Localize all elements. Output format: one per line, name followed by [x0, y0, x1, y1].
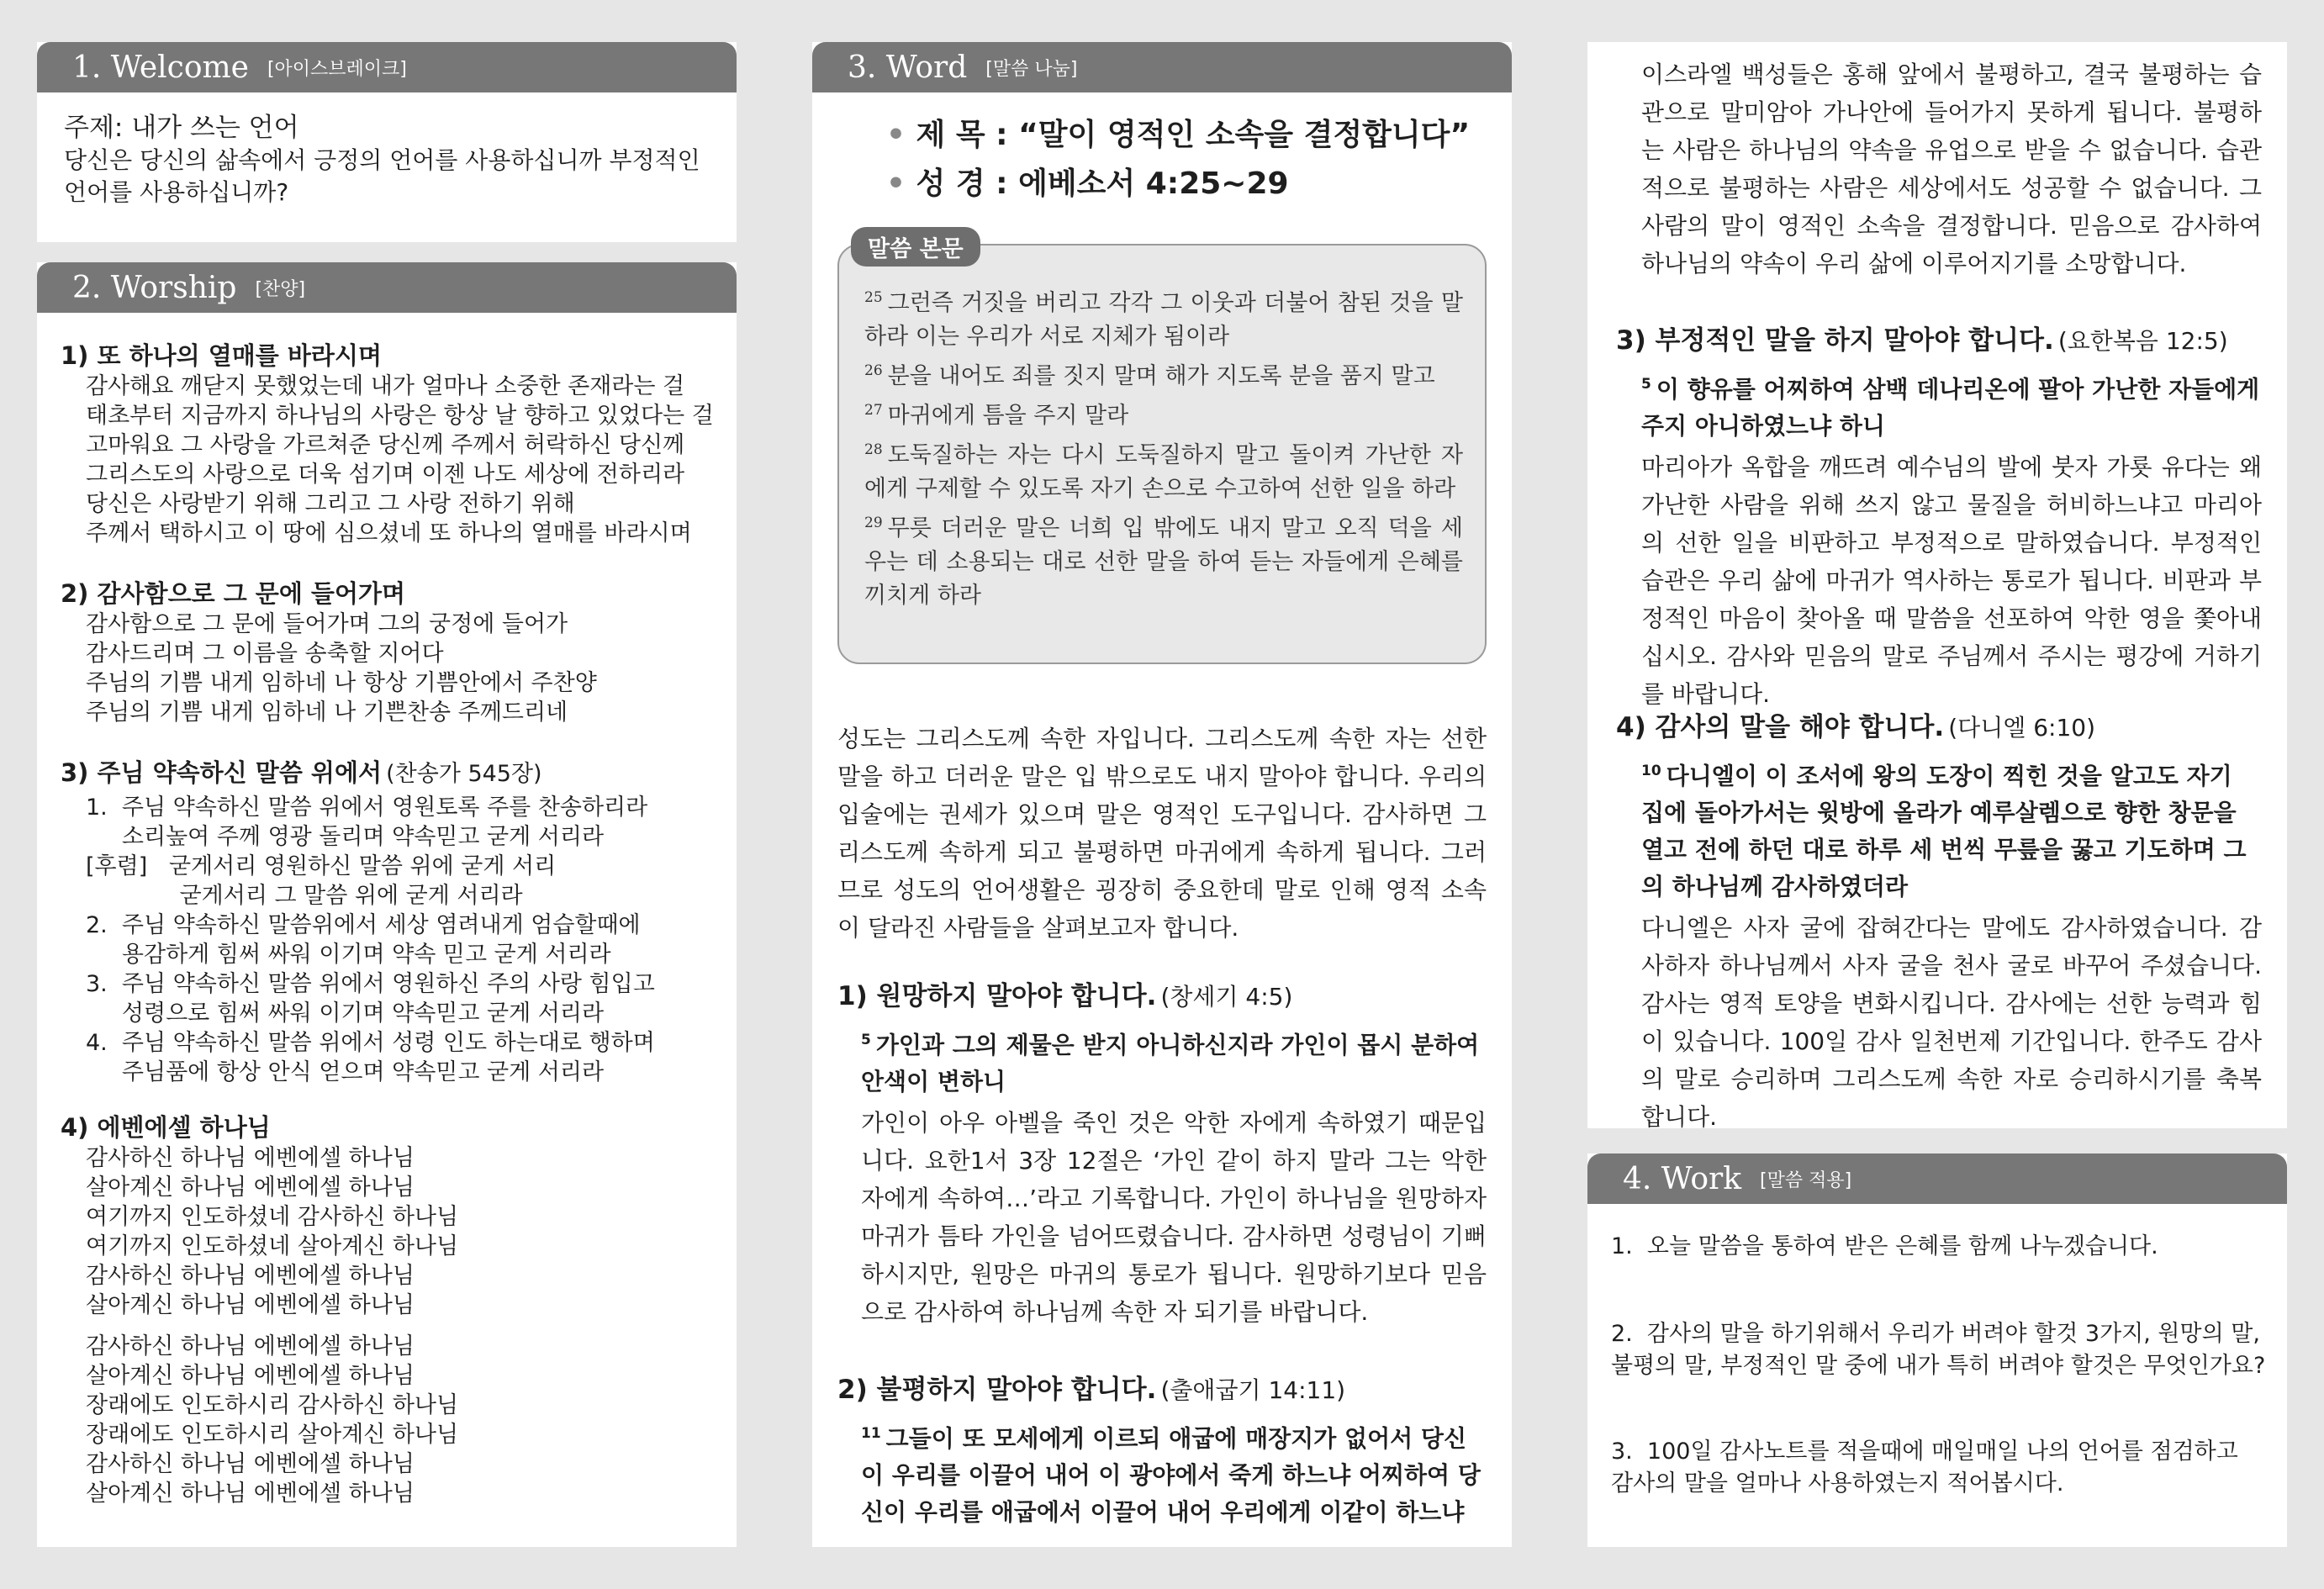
lyric-line: 주님품에 항상 안식 얻으며 약속믿고 굳게 서리라: [86, 1059, 605, 1085]
word-header: [812, 42, 1512, 92]
lyric-line: 주님의 기쁨 내게 임하네 나 기쁜찬송 주께드리네: [86, 699, 568, 726]
point-1-verse: $^5$ 가인과 그의 제물은 받지 아니하신지라 가인이 몹시 분하여 안색이 변하니: [861, 1031, 1480, 1096]
sermon-subject: [886, 111, 1470, 160]
word-panel: [812, 42, 1512, 1547]
point-3-body: 마리아가 옥합을 깨뜨려 예수님의 발에 붓자 가룟 유다는 왜 가난한 사람을 위해 쓰지 않고 물질을 허비하느냐고 마리아의 선한 일을 비판하고 부정적으로 말하였습니다. 부정적인 습관은 우리 삶에 마귀가 역사하는 통로가 됩니다. 비판과 부정적인 마음이 찾아올 때 말씀을 선포하여 악한 영을 쫓아내십시오. 감사와 믿음의 말로 주님께서 주시는 평강에 거하기를 바랍니다.: [1641, 453, 2262, 709]
welcome-topic: 주제: 내가 쓰는 언어: [64, 113, 299, 143]
point-2-verse: $^{11}$ 그들이 또 모세에게 이르되 애굽에 매장지가 없어서 당신이 우리를 이끌어 내어 이 광야에서 죽게 하느냐 어찌하여 당신이 우리를 애굽에서 이끌어 내어 우리에게 이같이 하느냐: [861, 1424, 1481, 1527]
word-intro: 성도는 그리스도께 속한 자입니다. 그리스도께 속한 자는 선한 말을 하고 더러운 말은 입 밖으로도 내지 말아야 합니다. 우리의 입술에는 권세가 있으며 말은 영적인 도구입니다. 감사하면 그리스도께 속하게 되고 불평하면 마귀에게 속하게 됩니다. 그러므로 성도의 언어생활은 굉장히 중요한데 말로 인해 영적 소속이 달라진 사람들을 살펴보고자 합니다.: [837, 725, 1487, 942]
song-4-title: 4) 에벤에셀 하나님: [61, 1113, 271, 1142]
lyric-line: 감사하신 하나님 에벤에셀 하나님: [86, 1263, 415, 1289]
lyric-line: 감사드리며 그 이름을 송축할 지어다: [86, 641, 444, 667]
sermon-scripture: [886, 160, 1289, 209]
lyric-line: 성령으로 힘써 싸워 이기며 약속믿고 굳게 서리라: [86, 1000, 605, 1027]
song-3-heading: [61, 757, 655, 793]
work-item-2: 2. 감사의 말을 하기위해서 우리가 버려야 할것 3가지, 원망의 말, 불평의 말, 부정적인 말 중에 내가 특히 버려야 할것은 무엇인가요?: [1611, 1321, 2268, 1379]
lyric-line: 주님의 기쁨 내게 임하네 나 항상 기쁨안에서 주찬양: [86, 670, 597, 696]
song-1: [61, 340, 714, 548]
passage-box: [837, 236, 1487, 664]
lyric-line: 살아계신 하나님 에벤에셀 하나님: [86, 1292, 415, 1318]
lyric-line: 그리스도의 사랑으로 더욱 섬기며 이젠 나도 세상에 전하리라: [86, 462, 685, 488]
work-header: [1587, 1153, 2287, 1204]
point-2-heading: [837, 1369, 1487, 1415]
scripture-label: 성 경 :: [916, 166, 1019, 201]
point-1-body: 가인이 아우 아벨을 죽인 것은 악한 자에게 속하였기 때문입니다. 요한1서 3장 12절은 ‘가인 같이 하지 말라 그는 악한 자에게 속하여…’라고 기록합니다. 가인이 하나님을 원망하자 마귀가 틈타 가인을 넘어뜨렸습니다. 감사하면 성령님이 기뻐하시지만, 원망은 마귀의 통로가 됩니다. 원망하기보다 믿음으로 감사하여 하나님께 속한 자 되기를 바랍니다.: [861, 1109, 1487, 1327]
subject-label: 제 목 :: [916, 118, 1019, 152]
work-subtitle: [말씀 적용]: [1760, 1169, 1852, 1191]
passage-verse: $^{25}$ 그런즉 거짓을 버리고 각각 그 이웃과 더불어 참된 것을 말하라 이는 우리가 서로 지체가 됨이라: [864, 289, 1463, 350]
lyric-line: 장래에도 인도하시리 살아계신 하나님: [86, 1422, 459, 1448]
lyric-line: 2. 주님 약속하신 말씀위에서 세상 염려내게 엄습할때에: [86, 912, 641, 938]
word-continued-panel: [1587, 42, 2287, 1132]
worship-title: 2. Worship: [72, 270, 237, 305]
lyric-line: 당신은 사랑받기 위해 그리고 그 사랑 전하기 위해: [86, 491, 575, 517]
song-3-ref: (찬송가 545장): [386, 761, 542, 787]
lyric-line: 감사하신 하나님 에벤에셀 하나님: [86, 1333, 415, 1359]
lyric-line: 여기까지 인도하셨네 살아계신 하나님: [86, 1233, 459, 1259]
lyric-line: 용감하게 힘써 싸워 이기며 약속 믿고 굳게 서리라: [86, 942, 611, 968]
point-2: [837, 1369, 1487, 1531]
point-2-title: 2) 불평하지 말아야 합니다.: [837, 1375, 1157, 1405]
lyric-line: 굳게서리 그 말씀 위에 굳게 서리라: [86, 883, 523, 909]
song-3-title: 3) 주님 약속하신 말씀 위에서: [61, 758, 382, 787]
lyric-line: 4. 주님 약속하신 말씀 위에서 성령 인도 하는대로 행하며: [86, 1030, 655, 1056]
point-4-title: 4) 감사의 말을 해야 합니다.: [1616, 712, 1945, 742]
word-subtitle: [말씀 나눔]: [985, 58, 1078, 80]
point-1-heading: [837, 975, 1487, 1022]
lyric-line: 3. 주님 약속하신 말씀 위에서 영원하신 주의 사랑 힘입고: [86, 971, 655, 997]
passage-verse: $^{26}$ 분을 내어도 죄를 짓지 말며 해가 지도록 분을 품지 말고: [864, 362, 1435, 389]
song-1-title: 1) 또 하나의 열매를 바라시며: [61, 341, 382, 370]
point-4-ref: (다니엘 6:10): [1948, 714, 2096, 742]
worship-header: [37, 262, 737, 313]
song-2: [61, 578, 597, 727]
welcome-subtitle: [아이스브레이크]: [267, 58, 407, 80]
word-title: 3. Word: [848, 50, 968, 85]
point-4: [1616, 706, 2262, 1136]
point-3: [1616, 319, 2262, 713]
point-1: [837, 975, 1487, 1331]
song-2-title: 2) 감사함으로 그 문에 들어가며: [61, 579, 405, 608]
work-panel: [1587, 1153, 2287, 1547]
point-4-heading: [1616, 706, 2262, 752]
passage-verse: $^{29}$ 무릇 더러운 말은 너희 입 밖에도 내지 말고 오직 덕을 세우는 데 소용되는 대로 선한 말을 하여 듣는 자들에게 은혜를 끼치게 하라: [864, 515, 1463, 609]
lyric-line: 감사하신 하나님 에벤에셀 하나님: [86, 1451, 415, 1477]
point-2-continued: 이스라엘 백성들은 홍해 앞에서 불평하고, 결국 불평하는 습관으로 말미암아 가나안에 들어가지 못하게 됩니다. 불평하는 사람은 하나님의 약속을 유업으로 받을 수 없습니다. 습관적으로 불평하는 사람은 세상에서도 성공할 수 없습니다. 그 사람의 말이 영적인 소속을 결정합니다. 믿음으로 감사하여 하나님의 약속이 우리 삶에 이루어지기를 소망합니다.: [1641, 61, 2262, 277]
bullet-icon: •: [886, 166, 916, 201]
welcome-panel: [37, 42, 737, 242]
lyric-line: 고마워요 그 사랑을 가르쳐준 당신께 주께서 허락하신 당신께: [86, 432, 685, 458]
passage-verse: $^{28}$ 도둑질하는 자는 다시 도둑질하지 말고 돌이켜 가난한 자에게 구제할 수 있도록 자기 손으로 수고하여 선한 일을 하라: [864, 441, 1463, 502]
scripture-text: 에베소서 4:25~29: [1018, 166, 1289, 201]
work-item-3: 3. 100일 감사노트를 적을때에 매일매일 나의 언어를 점검하고 감사의 말을 얼마나 사용하였는지 적어봅시다.: [1611, 1439, 2246, 1497]
worship-panel: [37, 262, 737, 1547]
song-4: [61, 1111, 458, 1508]
lyric-line: 주께서 택하시고 이 땅에 심으셨네 또 하나의 열매를 바라시며: [86, 520, 692, 546]
worship-subtitle: [찬양]: [255, 278, 306, 300]
point-4-verse: $^{10}$ 다니엘이 이 조서에 왕의 도장이 찍힌 것을 알고도 자기 집에 돌아가서는 윗방에 올라가 예루살렘으로 향한 창문을 열고 전에 하던 대로 하루 세 번씩 무릎을 꿇고 기도하며 그의 하나님께 감사하였더라: [1641, 762, 2247, 901]
lyric-line: 감사함으로 그 문에 들어가며 그의 궁정에 들어가: [86, 611, 568, 637]
point-4-body: 다니엘은 사자 굴에 잡혀간다는 말에도 감사하였습니다. 감사하자 하나님께서 사자 굴을 천사 굴로 바꾸어 주셨습니다. 감사는 영적 토양을 변화시킵니다. 감사에는 선한 능력과 힘이 있습니다. 100일 감사 일천번제 기간입니다. 한주도 감사의 말로 승리하며 그리스도께 속한 자로 승리하시기를 축복합니다.: [1641, 914, 2262, 1132]
lyric-line: 장래에도 인도하시리 감사하신 하나님: [86, 1392, 459, 1418]
point-1-title: 1) 원망하지 말아야 합니다.: [837, 981, 1157, 1011]
point-1-ref: (창세기 4:5): [1160, 983, 1293, 1011]
lyric-line: 감사하신 하나님 에벤에셀 하나님: [86, 1145, 415, 1171]
song-3: [61, 757, 655, 1087]
lyric-line: 태초부터 지금까지 하나님의 사랑은 항상 날 향하고 있었다는 걸: [86, 403, 714, 429]
point-2-ref: (출애굽기 14:11): [1160, 1376, 1346, 1404]
welcome-header: [37, 42, 737, 92]
lyric-line: 살아계신 하나님 에벤에셀 하나님: [86, 1175, 415, 1201]
welcome-question: 당신은 당신의 삶속에서 긍정의 언어를 사용하십니까 부정적인 언어를 사용하십니까?: [64, 146, 700, 206]
point-3-heading: [1616, 319, 2262, 366]
point-3-verse: $^5$ 이 향유를 어찌하여 삼백 데나리온에 팔아 가난한 자들에게 주지 아니하였느냐 하니: [1641, 375, 2260, 441]
lyric-line: 살아계신 하나님 에벤에셀 하나님: [86, 1481, 415, 1507]
point-3-ref: (요한복음 12:5): [2057, 327, 2228, 355]
lyric-line: [후렴] 굳게서리 영원하신 말씀 위에 굳게 서리: [86, 853, 557, 879]
point-3-title: 3) 부정적인 말을 하지 말아야 합니다.: [1616, 325, 2054, 356]
passage-verse: $^{27}$ 마귀에게 틈을 주지 말라: [864, 402, 1129, 429]
work-title: 4. Work: [1623, 1161, 1742, 1196]
work-item-1: 1. 오늘 말씀을 통하여 받은 은혜를 함께 나누겠습니다.: [1611, 1233, 2158, 1259]
lyric-line: 여기까지 인도하셨네 감사하신 하나님: [86, 1204, 459, 1230]
lyric-line: 감사해요 깨닫지 못했었는데 내가 얼마나 소중한 존재라는 걸: [86, 373, 685, 399]
lyric-line: 1. 주님 약속하신 말씀 위에서 영원토록 주를 찬송하리라: [86, 794, 648, 821]
welcome-title: 1. Welcome: [72, 50, 249, 85]
bullet-icon: •: [886, 118, 916, 152]
lyric-line: 소리높여 주께 영광 돌리며 약속믿고 굳게 서리라: [86, 824, 605, 850]
subject-text: “말이 영적인 소속을 결정합니다”: [1018, 118, 1471, 152]
passage-tab: 말씀 본문: [851, 227, 980, 267]
lyric-line: 살아계신 하나님 에벤에셀 하나님: [86, 1363, 415, 1389]
